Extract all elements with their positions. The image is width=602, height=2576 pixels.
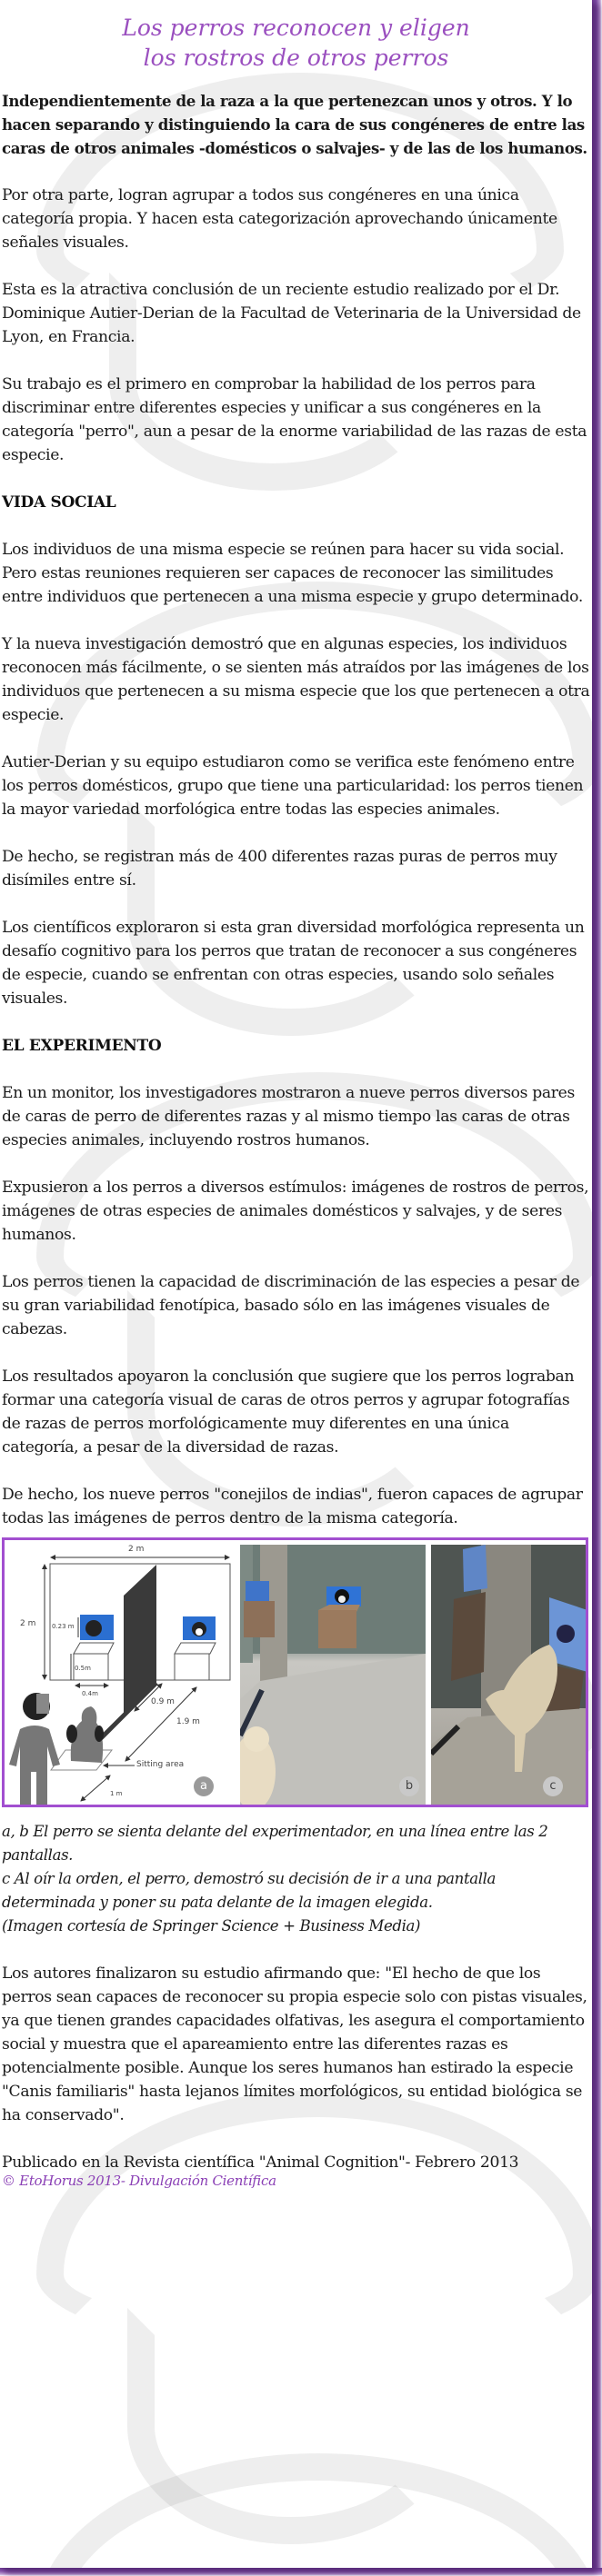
intro-paragraph: Su trabajo es el primero en comprobar la habilidad de los perros para discriminar entre diferentes especies y unificar a sus congéneres en la categoría "perro", aun a pesar de la enorme variabilidad de las razas de esta especie. — [2, 375, 587, 464]
experiment-figure — [2, 1537, 588, 1807]
body-paragraph: En un monitor, los investigadores mostraron a nueve perros diversos pares de caras de perro de diferentes razas y al mismo tiempo las caras de otras especies animales, incluyendo rostros humanos. — [2, 1084, 575, 1149]
page-title — [2, 0, 590, 73]
copyright-footer: © EtoHorus 2013- Divulgación Científica — [2, 2173, 276, 2189]
caption-credit: (Imagen cortesía de Springer Science + Business Media) — [2, 1917, 421, 1934]
intro-paragraph: Por otra parte, logran agrupar a todos sus congéneres en una única categoría propia. Y hacen esta categorización aprovechando únicamente señales visuales. — [2, 186, 557, 252]
page-shadow-bottom — [0, 2568, 602, 2576]
watermark-eye-icon — [36, 2453, 592, 2568]
title-line-1: Los perros reconocen y eligen — [122, 15, 470, 41]
caption-line-c: c Al oír la orden, el perro, demostró su decisión de ir a una pantalla determinada y poner su pata delante de la imagen elegida. — [2, 1870, 497, 1911]
dim-box-height: 0.5m — [75, 1665, 91, 1672]
dog-choosing-screen-photo-icon — [431, 1545, 586, 1805]
body-paragraph: Y la nueva investigación demostró que en algunas especies, los individuos reconocen más fácilmente, o se sienten más atraídos por las imágenes de los individuos que pertenecen a su misma especie que los que pertenecen a otra especie. — [2, 635, 590, 724]
dog-sitting-photo-icon — [240, 1545, 426, 1805]
panel-b-label: b — [399, 1776, 419, 1796]
dim-height: 2 m — [20, 1619, 36, 1628]
body-paragraph: Los individuos de una misma especie se reúnen para hacer su vida social. Pero estas reuniones requieren ser capaces de reconocer las similitudes entre individuos que pertenecen a una misma especie y grupo determinado. — [2, 541, 583, 606]
body-paragraph: Los perros tienen la capacidad de discriminación de las especies a pesar de su gran variabilidad fenotípica, basado sólo en las imágenes visuales de cabezas. — [2, 1273, 580, 1338]
dim-sitting-area: Sitting area — [136, 1760, 185, 1769]
dim-width-top: 2 m — [128, 1545, 145, 1554]
conclusion-paragraph: Los autores finalizaron su estudio afirmando que: "El hecho de que los perros sean capaces de reconocer su propia especie solo con pistas visuales, ya que tienen grandes capacidades olfativas, les asegura el comportamiento social y muestra que el apareamiento entre las diferentes razas es potencialmente posible. Aunque los seres humanos han estirado la especie "Canis familiaris" hasta lejanos límites morfológicos, su entidad biológica se ha conservado". — [2, 1964, 587, 2124]
dim-divider: 0.9 m — [151, 1697, 175, 1706]
body-paragraph: Expusieron a los perros a diversos estímulos: imágenes de rostros de perros, imágenes de otras especies de animales domésticos y salvajes, y de seres humanos. — [2, 1179, 589, 1244]
panel-a-label: a — [194, 1776, 214, 1796]
dim-screen: 0.23 m — [52, 1623, 75, 1630]
dim-distance: 1.9 m — [176, 1717, 200, 1726]
watermark-tail-icon — [127, 2308, 455, 2544]
figure-panel-b-photo — [240, 1545, 426, 1805]
figure-panel-a-diagram — [7, 1545, 235, 1805]
body-paragraph: Los científicos exploraron si esta gran diversidad morfológica representa un desafío cognitivo para los perros que tratan de reconocer a sus congéneres de especie, cuando se enfrentan con otras especies, usando solo señales visuales. — [2, 919, 585, 1008]
experiment-setup-diagram-icon — [7, 1545, 235, 1805]
title-line-2: los rostros de otros perros — [143, 45, 449, 71]
panel-c-label: c — [543, 1776, 563, 1796]
page-shadow-right — [592, 0, 602, 2576]
body-paragraph: De hecho, se registran más de 400 diferentes razas puras de perros muy disímiles entre sí. — [2, 848, 557, 890]
body-paragraph: Los resultados apoyaron la conclusión que sugiere que los perros lograban formar una categoría visual de caras de otros perros y agrupar fotografías de razas de perros morfológicamente muy diferentes en una única categoría, a pesar de la diversidad de razas. — [2, 1368, 575, 1457]
lead-paragraph: Independientemente de la raza a la que pertenezcan unos y otros. Y lo hacen separando y distinguiendo la cara de sus congéneres de entre las caras de otros animales -domésticos o salvajes- y de las de los humanos. — [2, 92, 587, 157]
publication-note: Publicado en la Revista científica "Animal Cognition"- Febrero 2013 — [2, 2153, 519, 2172]
body-paragraph: De hecho, los nueve perros "conejilos de indias", fueron capaces de agrupar todas las imágenes de perros dentro de la misma categoría. — [2, 1486, 583, 1527]
intro-paragraph: Esta es la atractiva conclusión de un reciente estudio realizado por el Dr. Dominique Autier-Derian de la Facultad de Veterinaria de la Universidad de Lyon, en Francia. — [2, 281, 581, 346]
dim-back: 1 m — [110, 1790, 123, 1797]
caption-line-ab: a, b El perro se sienta delante del experimentador, en una línea entre las 2 pantallas. — [2, 1823, 548, 1864]
figure-panel-c-photo — [431, 1545, 586, 1805]
body-paragraph: Autier-Derian y su equipo estudiaron como se verifica este fenómeno entre los perros domésticos, grupo que tiene una particularidad: los perros tienen la mayor variedad morfológica entre todas las especies animales. — [2, 753, 584, 819]
dim-box-width: 0.4m — [82, 1690, 98, 1697]
figure-caption — [2, 1820, 590, 1938]
section-heading-experimento: EL EXPERIMENTO — [2, 1037, 162, 1055]
section-heading-vida-social: VIDA SOCIAL — [2, 493, 116, 512]
